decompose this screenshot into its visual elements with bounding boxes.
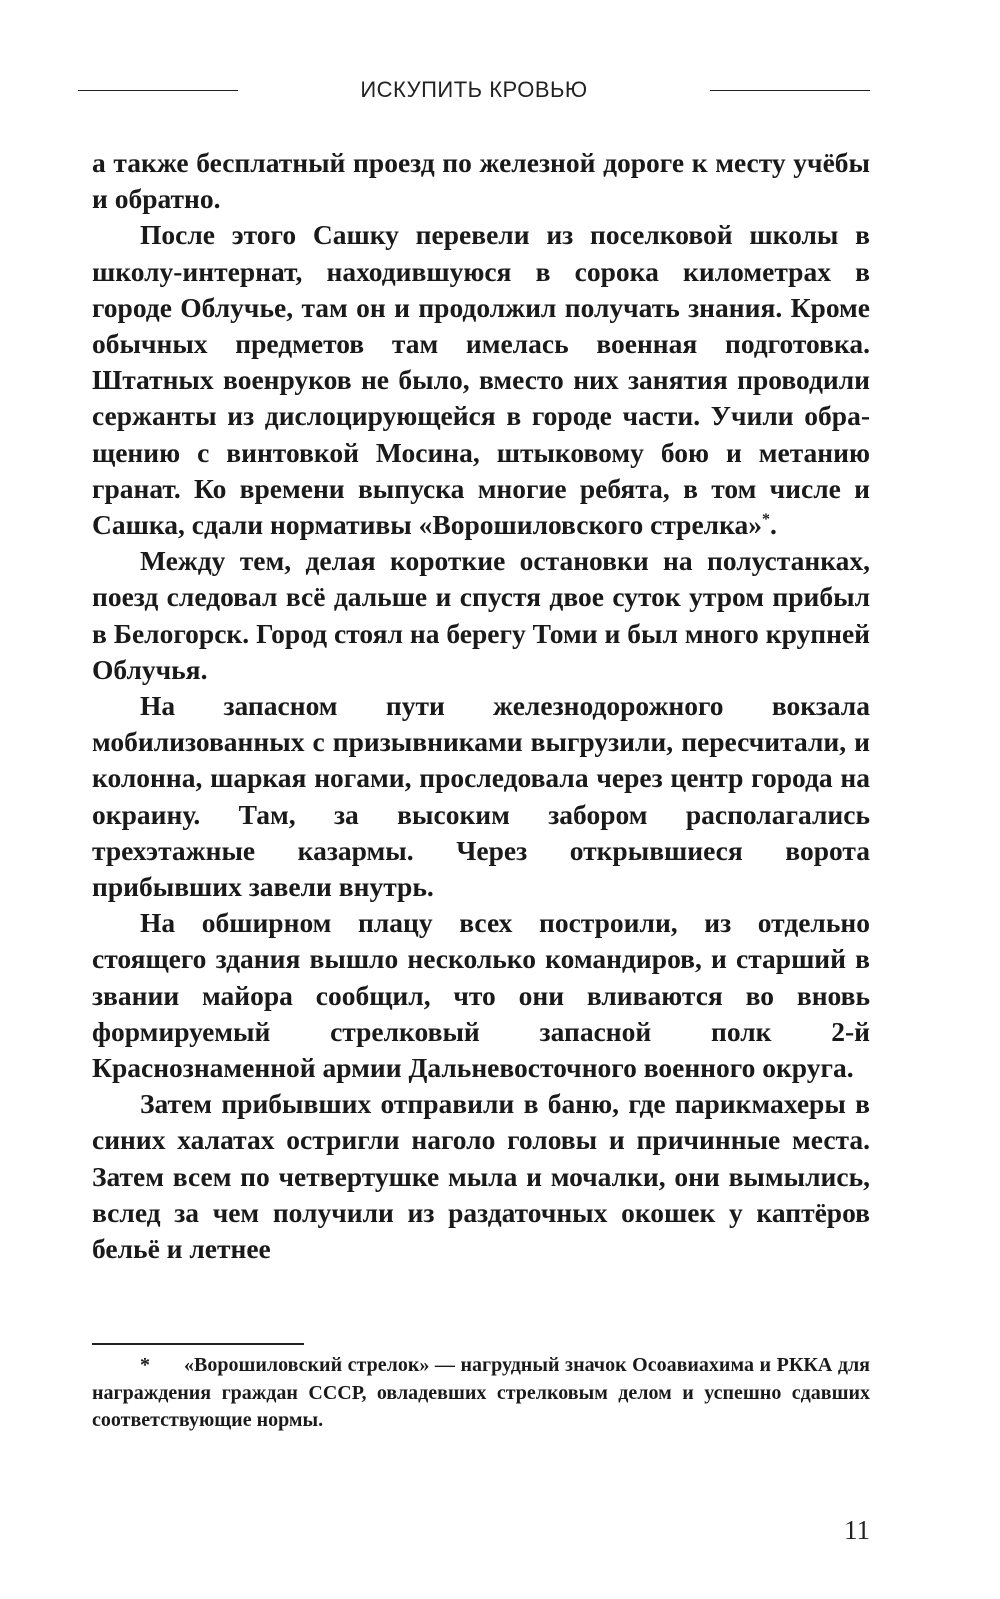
paragraph-2 (92, 217, 870, 543)
page-number: 11 (844, 1515, 870, 1545)
running-head-title: ИСКУПИТЬ КРОВЬЮ (360, 77, 588, 102)
footnote-marker: * (140, 1354, 150, 1376)
footnote-reference-mark: * (762, 510, 771, 528)
paragraph-2-text: После этого Сашку перевели из поселковой школы в школу-интернат, находившуюся в сорока километрах в городе Облучье, там он и продолжил получать знания. Кроме обычных предметов там имелась военная подготовка. Штатных военруков не было, вместо них занятия проводили сержанты из дислоцирующейся в городе части. Учили обращению с винтовкой Мосина, штыковому бою и метанию гранат. Ко времени выпуска многие ребята, в том числе и Сашка, сдали нормативы «Ворошиловского стрелка» (92, 219, 870, 541)
footnote-rule (92, 1343, 304, 1345)
running-head-rule-right (710, 90, 870, 91)
paragraph-4: На запасном пути железнодорожного вокзала мобилизованных с призывниками выгрузили, пересчитали, и колонна, шаркая ногами, проследовала через центр города на окраину. Там, за высоким забором располагались трехэтажные казармы. Через открывшиеся ворота прибывших завели внутрь. (92, 690, 870, 903)
paragraph-3: Между тем, делая короткие остановки на полустанках, поезд следовал всё дальше и спустя двое суток утром прибыл в Белогорск. Город стоял на берегу Томи и был много крупней Облучья. (92, 545, 870, 685)
paragraph-6: Затем прибывших отправили в баню, где парикмахеры в синих халатах остригли наголо головы и причинные места. Затем всем по четвертушке мыла и мочалки, они вымылись, вслед за чем получили из раздаточных окошек у каптёров бельё и летнее (92, 1088, 870, 1265)
running-head (78, 72, 870, 108)
paragraph-2-tail: . (770, 509, 777, 541)
footnote (92, 1352, 870, 1435)
running-head-rule-left (78, 90, 238, 91)
paragraph-5: На обширном плацу всех построили, из отдельно стоящего здания вышло несколько командиров, и старший в звании майора сообщил, что они вливаются во вновь формируемый стрелковый запасной полк 2-й Краснознаменной армии Дальневосточного военного округа. (92, 907, 870, 1084)
paragraph-1: а также бесплатный проезд по железной дороге к месту учёбы и обратно. (92, 147, 870, 215)
footnote-text: «Ворошиловский стрелок» — нагрудный значок Осоавиахима и РККА для награждения граждан СССР, овладевших стрелковым делом и успешно сдавших соответствующие нормы. (92, 1354, 870, 1431)
body-text (92, 145, 870, 1267)
